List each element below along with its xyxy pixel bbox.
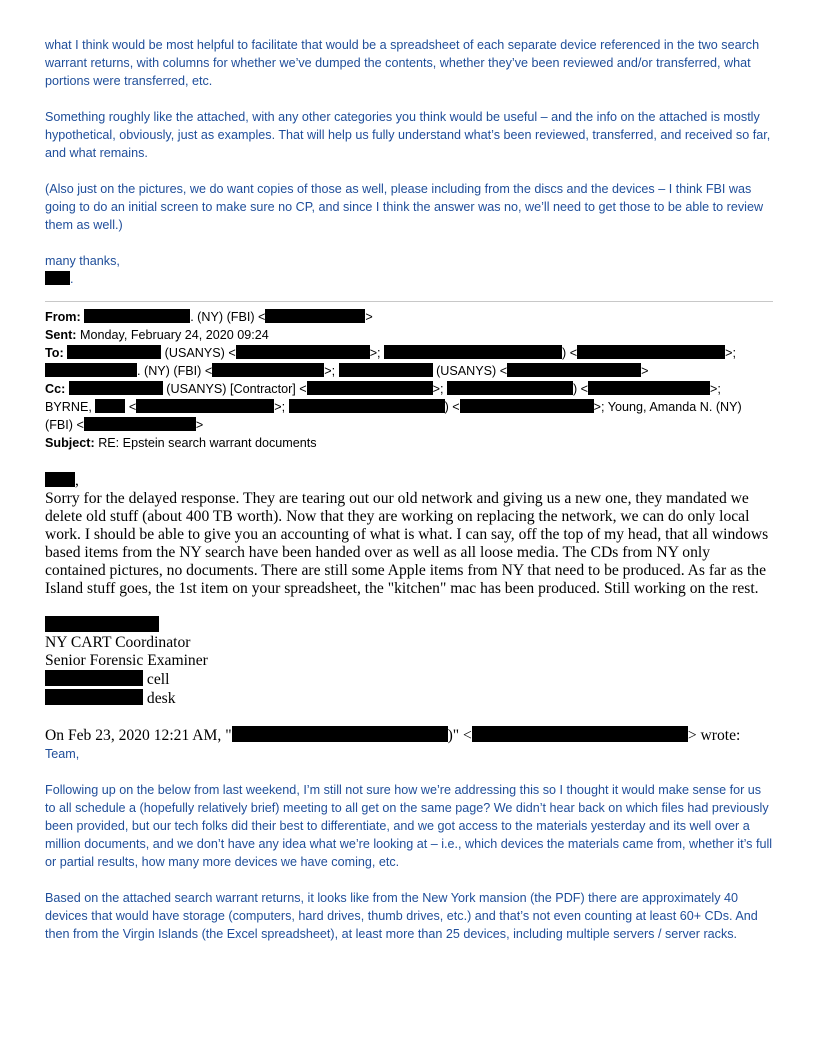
redaction-block [588,381,710,395]
cc-text: >; [710,382,721,396]
to-text: >; [324,364,336,378]
from-text: . (NY) (FBI) < [190,310,266,324]
redaction-block [307,381,433,395]
redaction-block [136,399,274,413]
header-divider [45,301,773,302]
document-page [45,36,773,961]
signature-title-2: Senior Forensic Examiner [45,652,208,669]
signature-cell-line [45,670,773,689]
to-text: >; [725,346,736,360]
from-end: > [365,310,373,324]
to-text: (USANYS) < [436,364,508,378]
quote-mid: )" < [447,727,472,744]
header-to-line-2 [45,362,773,380]
greeting-comma: , [75,472,79,489]
quoted-email-body [45,745,773,943]
to-text: ) < [562,346,578,360]
redaction-block [45,670,143,686]
from-label: From: [45,310,81,324]
cc-label: Cc: [45,382,66,396]
redaction-block [507,363,641,377]
redaction-block [45,616,159,632]
header-sent-line [45,326,773,344]
redaction-block [67,345,161,359]
quoted-paragraph-1: Following up on the below from last weekend, I’m still not sure how we’re addressing this so I thought it would make sense for us to all schedule a (hopefully relatively brief) meeting to all get on the same page? We didn’t hear back on which files had previously been provided, but our tech folks did their best to differentiate, and we got access to the materials yesterday and its well over a million documents, and we don’t have any idea what we’re looking at – i.e., which devices the materials came from, whether it’s full or partial results, how many more devices we have coming, etc. [45,783,773,869]
reply-signature [45,616,773,708]
subject-label: Subject: [45,436,95,450]
redaction-block [447,381,573,395]
to-text: (USANYS) < [164,346,236,360]
redaction-block [472,726,688,742]
header-to-line-1 [45,344,773,362]
redaction-block [84,309,190,323]
quoted-paragraph-2: Based on the attached search warrant returns, it looks like from the New York mansion (the PDF) there are approximately 40 devices that would have storage (computers, hard drives, thumb drives, etc.) and that’s not even counting at least 60+ CDs. And then from the Virgin Islands (the Excel spreadsheet), at least more than 25 devices, including multiple servers / server racks. [45,891,758,941]
redaction-block [45,689,143,705]
redaction-block [45,472,75,487]
top-email-closing: many thanks, [45,254,120,268]
redaction-block [232,726,448,742]
to-text: > [641,364,649,378]
redaction-block [95,399,125,413]
header-cc-line-3 [45,416,773,434]
quote-attribution [45,726,773,745]
header-from-line [45,308,773,326]
subject-value: RE: Epstein search warrant documents [98,436,317,450]
redaction-block [236,345,370,359]
cc-text: >; Young, Amanda N. (NY) [593,400,742,414]
top-email-paragraph-1: what I think would be most helpful to facilitate that would be a spreadsheet of each separate device referenced in the two search warrant returns, with columns for whether we’ve dumped the contents, whether they’ve been reviewed and/or transferred, what portions were transferred, etc. [45,38,760,88]
to-text: >; [369,346,381,360]
cc-text: >; [432,382,444,396]
header-cc-line-2 [45,398,773,416]
cc-text: (FBI) < [45,418,84,432]
signature-period: . [70,272,74,286]
cc-text: BYRNE, [45,400,92,414]
top-email-signature [45,270,773,288]
signature-title-1: NY CART Coordinator [45,634,191,651]
cell-label: cell [146,671,170,688]
email-header [45,308,773,452]
redaction-block [45,271,70,285]
quote-end: > wrote: [687,727,741,744]
redaction-block [577,345,725,359]
quoted-greeting: Team, [45,747,80,761]
redaction-block [289,399,445,413]
header-cc-line-1 [45,380,773,398]
to-label: To: [45,346,64,360]
reply-greeting [45,472,773,490]
redaction-block [265,309,365,323]
redaction-block [384,345,562,359]
quote-prefix: On Feb 23, 2020 12:21 AM, " [45,727,232,744]
to-text: . (NY) (FBI) < [137,364,213,378]
cc-text: < [128,400,137,414]
signature-desk-line [45,689,773,708]
top-email-paragraph-2: Something roughly like the attached, with any other categories you think would be useful – and the info on the attached is mostly hypothetical, obviously, just as examples. That will help us fully understand what’s been reviewed, transferred, and received so far, and what remains. [45,110,771,160]
redaction-block [69,381,163,395]
cc-text: ) < [572,382,589,396]
redaction-block [84,417,196,431]
cc-text: (USANYS) [Contractor] < [166,382,307,396]
top-email-paragraph-3: (Also just on the pictures, we do want copies of those as well, please including from the discs and the devices – I think FBI was going to do an initial screen to make sure no CP, and since I think the answer was no, we’ll need to get those to be able to review them as well.) [45,182,764,232]
redaction-block [460,399,594,413]
sent-value: Monday, February 24, 2020 09:24 [79,328,269,342]
desk-label: desk [146,690,176,707]
reply-body [45,472,773,745]
top-email-body [45,36,773,288]
cc-text: >; [274,400,286,414]
redaction-block [212,363,324,377]
cc-text: ) < [444,400,460,414]
reply-message: Sorry for the delayed response. They are tearing out our old network and giving us a new one, they mandated we delete old stuff (about 400 TB worth). Now that they are working on replacing the network, we can do only local work. I should be able to give you an accounting of what is what. I can say, off the top of my head, that all windows based items from the NY search have been handed over as well as all loose media. The CDs from NY only contained pictures, no documents. There are still some Apple items from NY that need to be produced. As far as the Island stuff goes, the 1st item on your spreadsheet, the "kitchen" mac has been produced. Still working on the rest. [45,490,769,597]
cc-text: > [195,418,204,432]
redaction-block [45,363,137,377]
header-subject-line [45,434,773,452]
sent-label: Sent: [45,328,77,342]
redaction-block [339,363,433,377]
